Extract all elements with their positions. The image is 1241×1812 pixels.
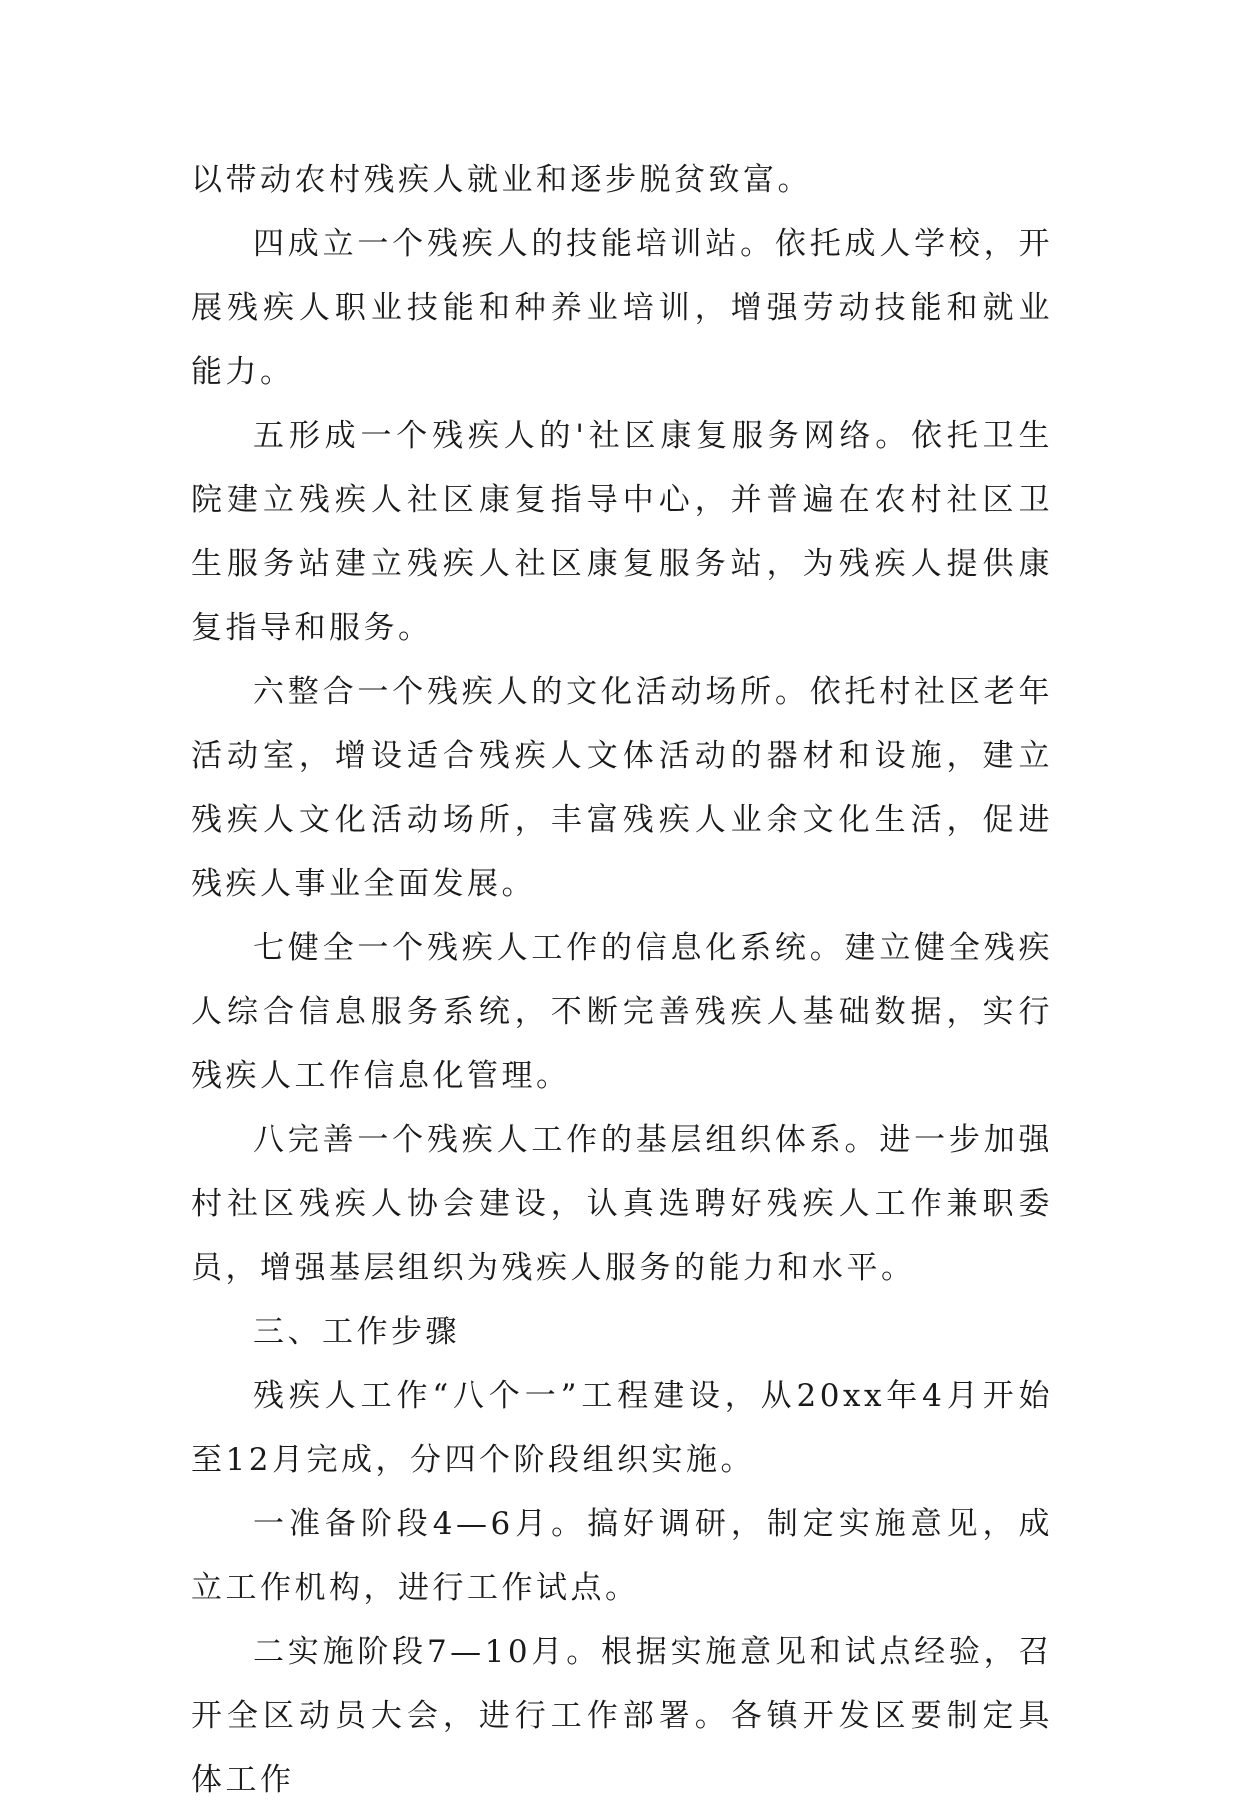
- paragraph-steps-intro: 残疾人工作“八个一”工程建设，从20xx年4月开始至12月完成，分四个阶段组织实施。: [191, 1378, 1053, 1478]
- paragraph-item-eight: 八完善一个残疾人工作的基层组织体系。进一步加强村社区残疾人协会建设，认真选聘好残疾人工作兼职委员，增强基层组织为残疾人服务的能力和水平。: [191, 1122, 1053, 1286]
- section-heading: 三、工作步骤: [253, 1314, 460, 1350]
- paragraph-stage-one: 一准备阶段4—6月。搞好调研，制定实施意见，成立工作机构，进行工作试点。: [191, 1506, 1053, 1606]
- paragraph-continuation: 以带动农村残疾人就业和逐步脱贫致富。: [191, 162, 812, 198]
- paragraph-item-six: 六整合一个残疾人的文化活动场所。依托村社区老年活动室，增设适合残疾人文体活动的器材和设施，建立残疾人文化活动场所，丰富残疾人业余文化生活，促进残疾人事业全面发展。: [191, 674, 1053, 902]
- paragraph-stage-two: 二实施阶段7—10月。根据实施意见和试点经验，召开全区动员大会，进行工作部署。各镇开发区要制定具体工作: [191, 1634, 1053, 1798]
- paragraph-item-four: 四成立一个残疾人的技能培训站。依托成人学校，开展残疾人职业技能和种养业培训，增强劳动技能和就业能力。: [191, 226, 1053, 390]
- paragraph-item-five: 五形成一个残疾人的'社区康复服务网络。依托卫生院建立残疾人社区康复指导中心，并普遍在农村社区卫生服务站建立残疾人社区康复服务站，为残疾人提供康复指导和服务。: [191, 418, 1053, 646]
- paragraph-item-seven: 七健全一个残疾人工作的信息化系统。建立健全残疾人综合信息服务系统，不断完善残疾人基础数据，实行残疾人工作信息化管理。: [191, 930, 1053, 1094]
- document-body: [191, 148, 1053, 1812]
